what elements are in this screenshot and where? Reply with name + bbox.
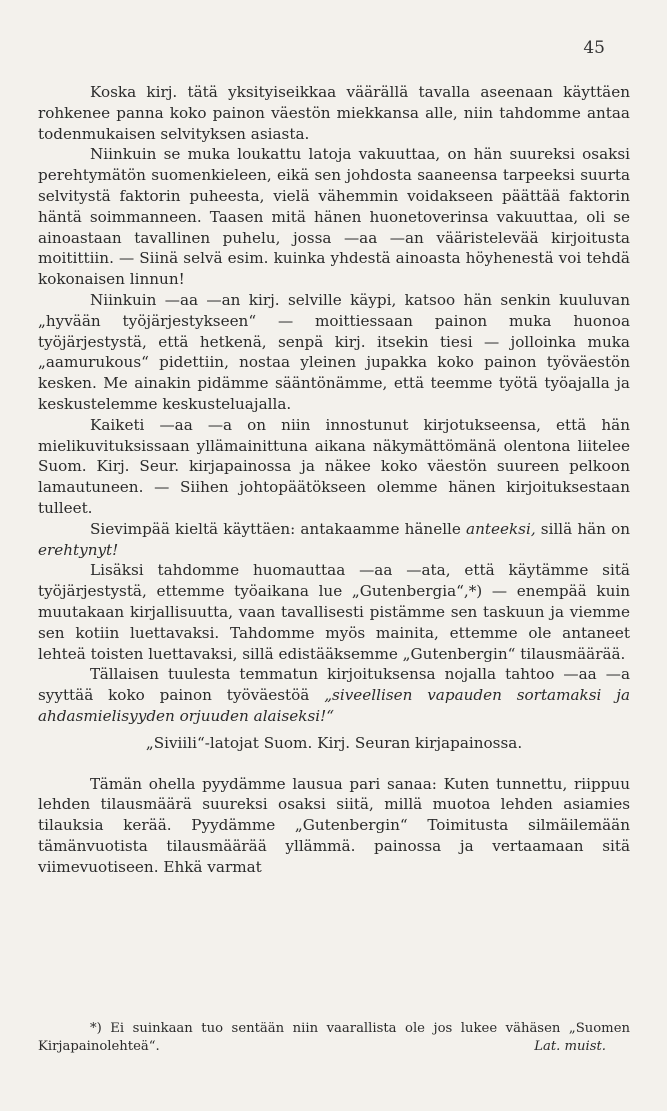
paragraph-5 <box>38 519 630 561</box>
paragraph-7-lead: Tällaisen tuulesta temmatun kirjoituksensa nojalla tahtoo —aa —a syyttää koko painon työväestöä <box>38 665 630 705</box>
paragraph-5-lead: Sievimpää kieltä käyttäen: antakaamme hänelle <box>90 519 461 538</box>
article-body <box>38 82 630 877</box>
footnote <box>38 1020 630 1056</box>
paragraph-1: Koska kirj. tätä yksityiseikkaa väärällä tavalla aseenaan käyttäen rohkenee panna koko painon väestön miekkansa alle, niin tahdomme antaa todenmukaisen selvityksen asiasta. <box>38 83 630 143</box>
paragraph-5-emphasis-2: erehtynyt! <box>38 540 119 559</box>
paragraph-5-emphasis-1: anteeksi, <box>466 519 536 538</box>
paragraph-6: Lisäksi tahdomme huomauttaa —aa —ata, että käytämme sitä työjärjestystä, ettemme työaikana lue „Gutenbergia“,*) — enempää kuin muutakaan kirjallisuutta, vaan tavallisesti pistämme sen taskuun ja viemme sen kotiin luettavaksi. Tahdomme myös mainita, ettemme ole antaneet lehteä toisten luettavaksi, sillä edistääksemme „Gutenbergin“ tilausmäärää. <box>38 561 630 663</box>
footnote-text <box>38 1020 630 1056</box>
paragraph-8: Tämän ohella pyydämme lausua pari sanaa: Kuten tunnettu, riippuu lehden tilausmäärä suureksi osaksi siitä, millä muotoa lehden asiamies tilauksia kerää. Pyydämme „Gutenbergin“ Toimitusta silmäilemään tämänvuotista tilausmäärää yllämmä. painossa ja vertaamaan sitä viimevuotiseen. Ehkä varmat <box>38 774 630 876</box>
footnote-body: *) Ei suinkaan tuo sentään niin vaarallista ole jos lukee vähäsen „Suomen Kirjapainolehteä“. <box>38 1021 630 1054</box>
footnote-author: Lat. muist. <box>534 1039 606 1054</box>
page-number: 45 <box>583 38 605 58</box>
paragraph-4: Kaiketi —aa —a on niin innostunut kirjotukseensa, että hän mielikuvituksissaan yllämainittuna aikana näkymättömänä olentona liitelee Suom. Kirj. Seur. kirjapainossa ja näkee koko väestön suureen pelkoon lamautuneen. — Siihen johtopäätökseen olemme hänen kirjoituksestaan tulleet. <box>38 415 630 517</box>
paragraph-7 <box>38 664 630 726</box>
signature-line: „Siviili“-latojat Suom. Kirj. Seuran kirjapainossa. <box>145 733 523 752</box>
paragraph-7-emphasis: „siveellisen vapauden sortamaksi ja ahdasmielisyyden orjuuden alaiseksi!“ <box>38 686 631 725</box>
paragraph-3: Niinkuin —aa —an kirj. selville käypi, katsoo hän senkin kuuluvan „hyvään työjärjestykseen“ — moittiessaan painon muka huonoa työjärjestystä, että hetkenä, senpä kirj. itsekin tiesi — jolloinka muka „aamurukous“ pidettiin, nostaa yleinen jupakka koko painon työväestön kesken. Me ainakin pidämme sääntönämme, että teemme työtä työajalla ja keskustelemme keskusteluajalla. <box>38 290 630 413</box>
paragraph-5-middle: sillä hän on <box>540 519 631 538</box>
paragraph-2: Niinkuin se muka loukattu latoja vakuuttaa, on hän suureksi osaksi perehtymätön suomenkieleen, eikä sen johdosta saaneensa tarpeeksi suurta selvitystä faktorin puheesta, vielä vähemmin voidakseen päättää faktorin häntä soimmanneen. Taasen mitä hänen huonetoverinsa vakuuttaa, oli se ainoastaan tavallinen puhelu, jossa —aa —an vääristelevää kirjoitusta moitittiin. — Siinä selvä esim. kuinka yhdestä ainoasta höyhenestä voi tehdä kokonaisen linnun! <box>38 145 630 289</box>
